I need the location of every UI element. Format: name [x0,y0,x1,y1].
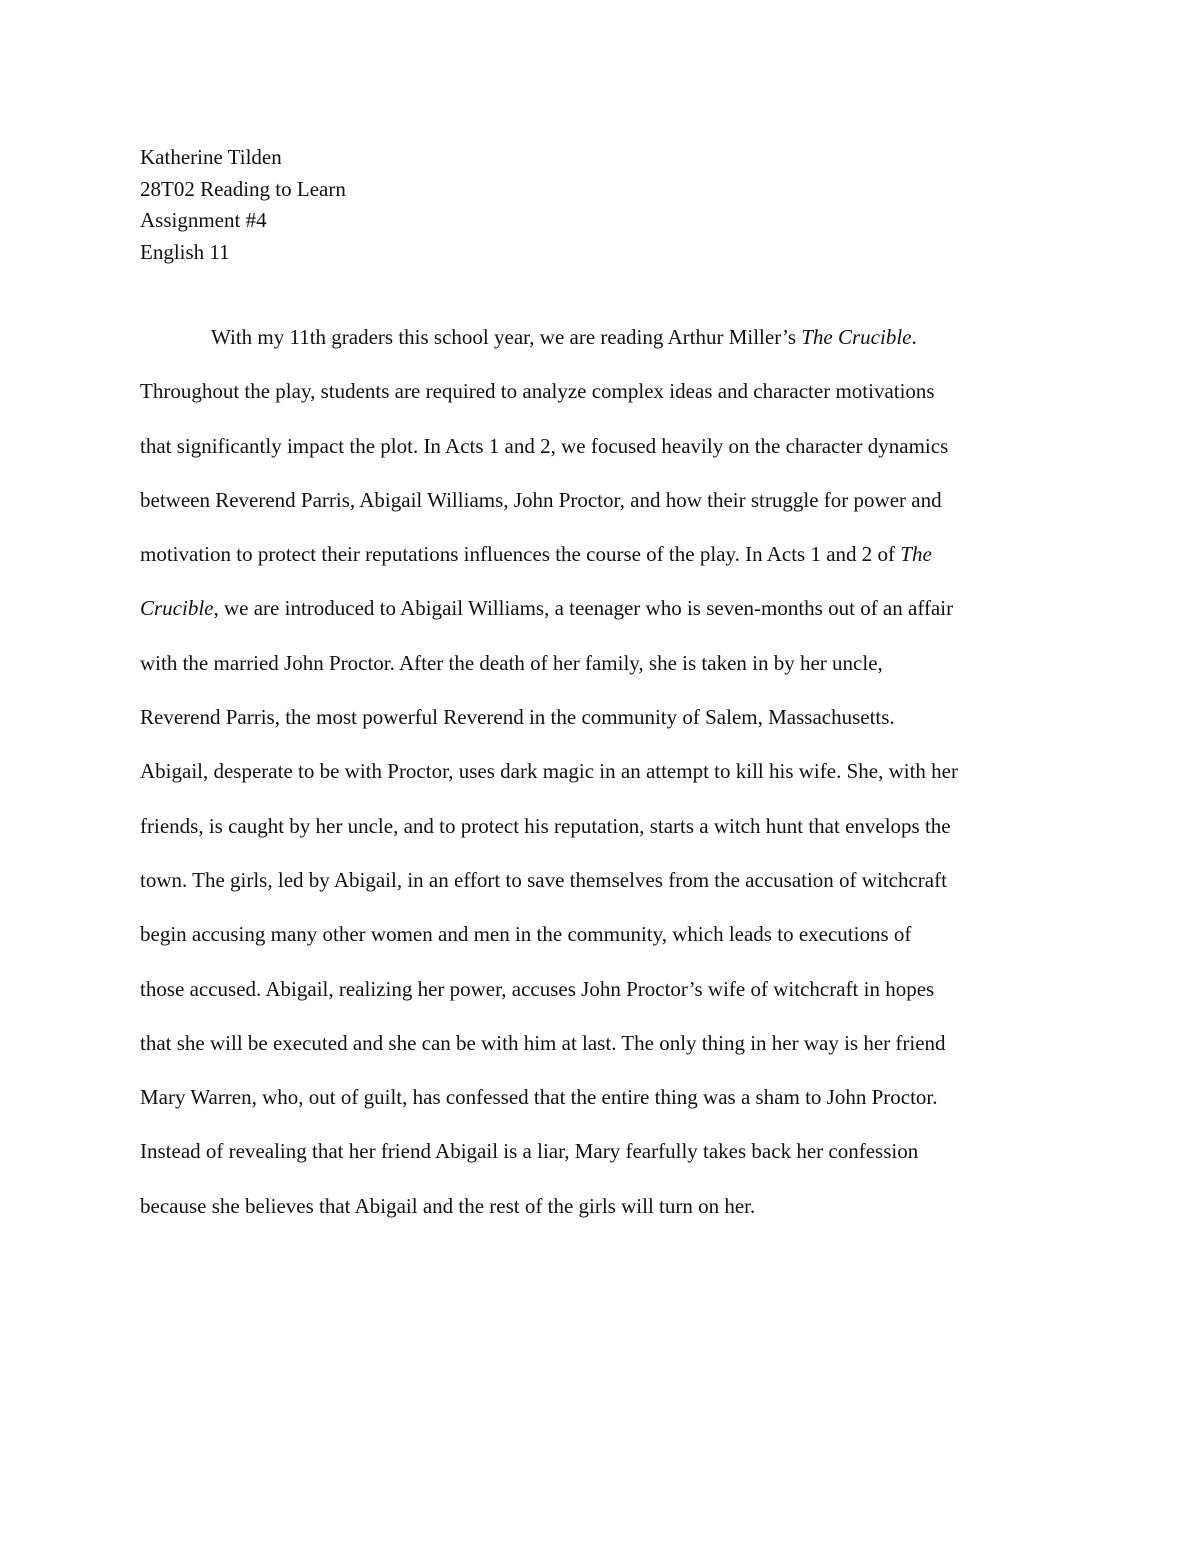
paragraph-line: that she will be executed and she can be with him at last. The only thing in her way is her friend [140,1030,946,1055]
paragraph-line: those accused. Abigail, realizing her power, accuses John Proctor’s wife of witchcraft in hopes [140,976,935,1001]
paragraph-line: because she believes that Abigail and the rest of the girls will turn on her. [140,1193,756,1218]
paragraph-line [140,534,1070,588]
body-paragraph [140,317,1070,1240]
line-text: motivation to protect their reputations influences the course of the play. In Acts 1 and 2 of [140,542,901,567]
document-header [140,142,346,268]
paragraph-line [140,317,1070,371]
author-name: Katherine Tilden [140,145,282,169]
paragraph-line: Instead of revealing that her friend Abigail is a liar, Mary fearfully takes back her confession [140,1139,919,1164]
line-text: . [911,325,917,349]
paragraph-line: town. The girls, led by Abigail, in an effort to save themselves from the accusation of witchcraft [140,867,947,892]
paragraph-line: Abigail, desperate to be with Proctor, uses dark magic in an attempt to kill his wife. She, with her [140,759,958,784]
paragraph-line: Throughout the play, students are required to analyze complex ideas and character motivations [140,379,935,404]
paragraph-line: Mary Warren, who, out of guilt, has confessed that the entire thing was a sham to John Proctor. [140,1085,938,1110]
line-text: With my 11th graders this school year, we are reading Arthur Miller’s [211,325,802,349]
class-name: English 11 [140,239,230,264]
paragraph-line: between Reverend Parris, Abigail Williams, John Proctor, and how their struggle for power and [140,487,942,512]
book-title: Crucible [140,596,214,621]
paragraph-line: begin accusing many other women and men in the community, which leads to executions of [140,922,912,947]
paragraph-line [140,588,1070,642]
paragraph-line: Reverend Parris, the most powerful Reverend in the community of Salem, Massachusetts. [140,705,895,730]
paragraph-line: friends, is caught by her uncle, and to protect his reputation, starts a witch hunt that envelops the [140,813,951,838]
paragraph-line: with the married John Proctor. After the death of her family, she is taken in by her uncle, [140,650,883,675]
book-title: The [900,542,932,567]
line-text: , we are introduced to Abigail Williams, a teenager who is seven-months out of an affair [213,596,954,621]
paragraph-line: that significantly impact the plot. In Acts 1 and 2, we focused heavily on the character dynamics [140,433,949,458]
course-name: 28T02 Reading to Learn [140,176,346,201]
book-title: The Crucible [801,325,912,349]
assignment-number: Assignment #4 [140,208,267,232]
